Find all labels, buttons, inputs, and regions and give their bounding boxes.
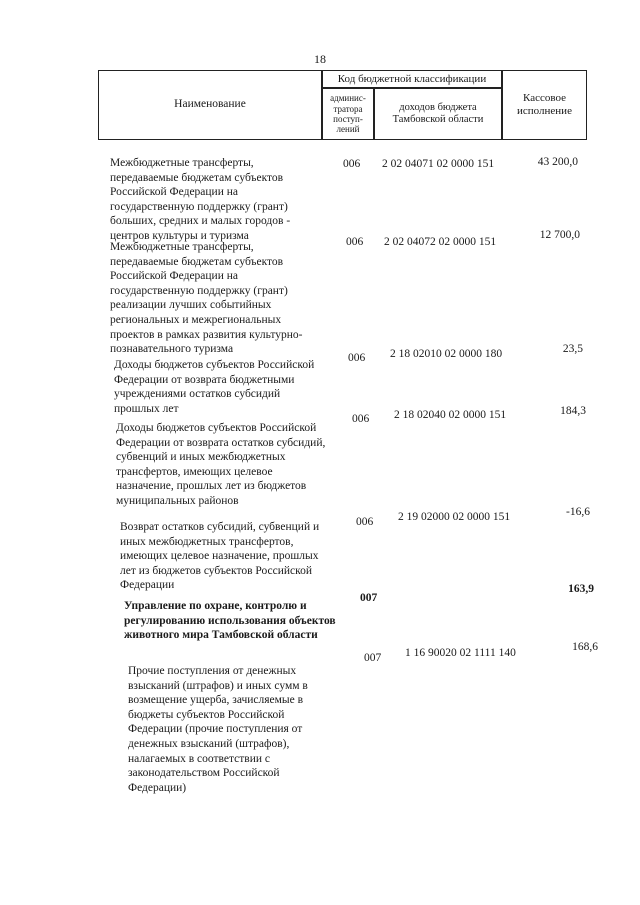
row-budget-code: 2 19 02000 02 0000 151	[398, 511, 511, 523]
row-amount: 23,5	[562, 343, 583, 355]
header-administrator: админис-тратора поступ-лений	[322, 88, 374, 140]
row-name: Прочие поступления от денежных взысканий (штрафов) и иных сумм в возмещение ущерба, зачисляемые в бюджеты субъектов Российской Федерации (прочие поступления от денежных взысканий (штрафов), налагаемых в соответствии с законодательством Российской Федерации)	[128, 665, 308, 794]
row-name: Межбюджетные трансферты, передаваемые бюджетам субъектов Российской Федерации на государственную поддержку (грант) реализации лучших событийных региональных и межрегиональных проектов в рамках развития культурно-познавательного туризма	[110, 241, 303, 356]
row-name: Управление по охране, контролю и регулированию использования объектов животного мира Тамбовской области	[124, 600, 336, 642]
row-amount: 43 200,0	[537, 156, 578, 168]
row-amount: 163,9	[568, 583, 594, 595]
row-amount: 168,6	[572, 641, 598, 653]
row-name: Доходы бюджетов субъектов Российской Федерации от возврата бюджетными учреждениями остатков субсидий прошлых лет	[114, 359, 315, 415]
row-budget-code: 1 16 90020 02 1111 140	[405, 647, 516, 659]
row-admin-code: 007	[360, 592, 378, 604]
header-cash-execution: Кассовое исполнение	[502, 70, 587, 140]
header-budget-income: доходов бюджета Тамбовской области	[374, 88, 502, 140]
header-classification-code: Код бюджетной классификации	[322, 70, 502, 88]
row-name: Возврат остатков субсидий, субвенций и иных межбюджетных трансфертов, имеющих целевое назначение, прошлых лет из бюджетов субъектов Российской Федерации	[120, 521, 320, 592]
row-admin-code: 006	[352, 413, 370, 425]
row-admin-code: 007	[364, 652, 382, 664]
row-admin-code: 006	[348, 352, 366, 364]
row-name: Межбюджетные трансферты, передаваемые бюджетам субъектов Российской Федерации на государственную поддержку (грант) больших, средних и малых городов - центров культуры и туризма	[110, 157, 291, 242]
row-admin-code: 006	[346, 236, 364, 248]
row-amount: -16,6	[566, 506, 590, 518]
header-name: Наименование	[98, 70, 322, 140]
row-budget-code: 2 02 04072 02 0000 151	[384, 236, 497, 248]
page-number: 18	[314, 52, 326, 66]
row-admin-code: 006	[356, 516, 374, 528]
row-budget-code: 2 18 02010 02 0000 180	[390, 348, 503, 360]
row-amount: 12 700,0	[539, 229, 580, 241]
row-budget-code: 2 18 02040 02 0000 151	[394, 409, 507, 421]
row-budget-code: 2 02 04071 02 0000 151	[382, 158, 495, 170]
row-admin-code: 006	[343, 158, 361, 170]
row-amount: 184,3	[560, 405, 586, 417]
row-name: Доходы бюджетов субъектов Российской Федерации от возврата остатков субсидий, субвенций и иных межбюджетных трансфертов, имеющих целевое назначение, прошлых лет из бюджетов муниципальных районов	[116, 422, 326, 507]
